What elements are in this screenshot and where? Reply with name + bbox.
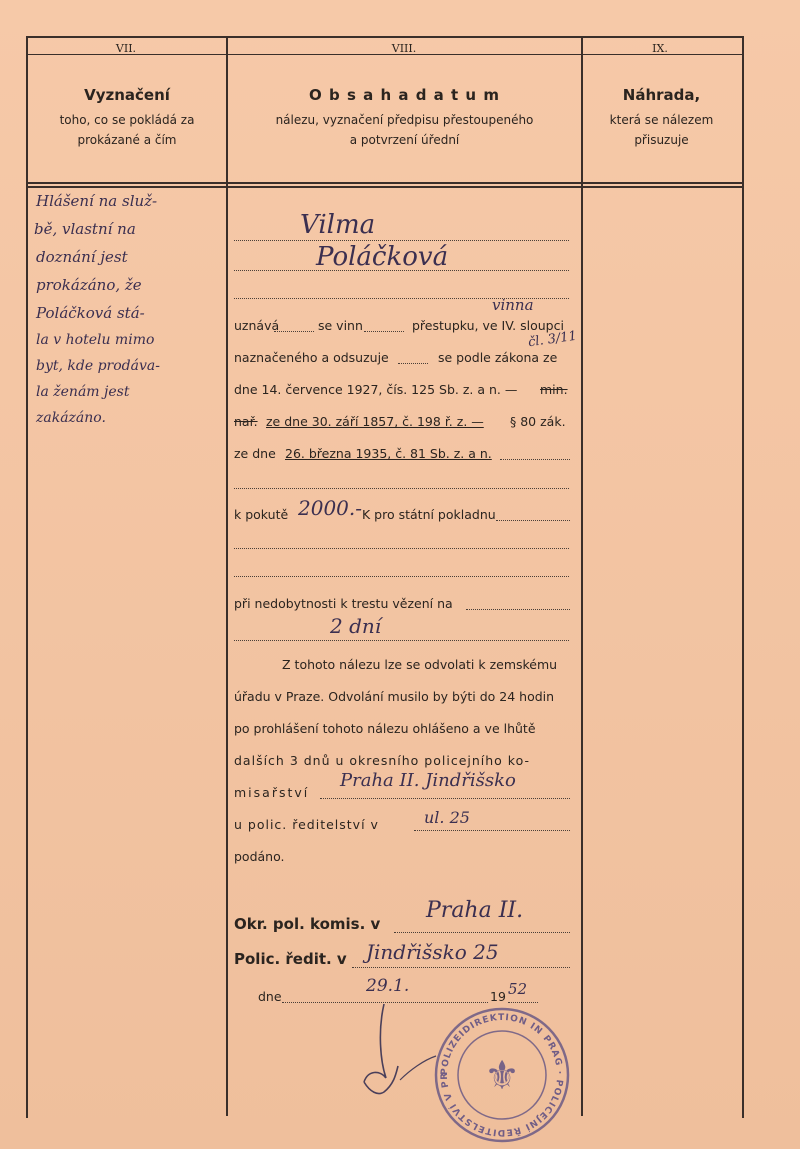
column-title-viii: O b s a h a d a t u m	[309, 86, 500, 104]
appeal-line: dalších 3 dnů u okresního policejního ko-	[234, 753, 530, 768]
evidence-line: Hlášení na služ-	[36, 192, 158, 210]
verdict-dots	[274, 331, 314, 332]
column-sub-vii-1: toho, co se pokládá za	[59, 113, 195, 127]
appeal-line: úřadu v Praze. Odvolání musilo by býti do 24 hodin	[234, 689, 555, 704]
verdict-word: uznává	[234, 318, 280, 333]
evidence-line: bě, vlastní na	[34, 220, 136, 238]
police-stamp	[432, 1005, 572, 1145]
evidence-line: doznání jest	[36, 248, 128, 266]
column-num-viii: VIII.	[391, 42, 417, 55]
surname-dotted-line	[234, 270, 569, 271]
law-line-1-struck: min.	[540, 382, 568, 397]
directorate-dots	[414, 830, 570, 831]
prison-dots	[466, 609, 570, 610]
stamp-ring-text: POLIZEIDIREKTION IN PRAG · POLICEJNÍ ŘEDITELSTVÍ V PR	[439, 1012, 565, 1138]
fine-amount: 2000.-	[298, 496, 363, 520]
date-value: 29.1.	[366, 976, 410, 996]
column-sub-ix-1: která se nálezem	[609, 113, 714, 127]
commissariat-dots	[320, 798, 570, 799]
header-rule	[26, 182, 742, 184]
prison-term: 2 dní	[330, 614, 382, 638]
polic-dots	[352, 967, 570, 968]
appeal-line: po prohlášení tohoto nálezu ohlášeno a ve lhůtě	[234, 721, 536, 736]
appeal-line: misařství	[234, 785, 310, 800]
evidence-line: zakázáno.	[36, 410, 106, 426]
evidence-line: la ženám jest	[36, 384, 130, 400]
column-divider-2	[581, 36, 583, 1116]
polic-place: Jindřišsko 25	[366, 940, 499, 964]
evidence-line: la v hotelu mimo	[36, 332, 155, 348]
appeal-line: podáno.	[234, 849, 285, 864]
first-name: Vilma	[300, 210, 376, 240]
polic-label: Polic. ředit. v	[234, 950, 347, 968]
prison-label: při nedobytnosti k trestu vězení na	[234, 596, 453, 611]
blank-dotted-line-3	[234, 548, 569, 549]
official-signature	[350, 1000, 440, 1110]
column-divider-1	[226, 36, 228, 1116]
year-dots	[508, 1002, 538, 1003]
law-text: se podle zákona ze	[438, 350, 558, 365]
column-sub-viii-1: nálezu, vyznačení předpisu přestoupeného	[275, 113, 534, 127]
header-rule-2	[26, 186, 742, 188]
evidence-line: Poláčková stá-	[36, 304, 145, 322]
law-line-3a: ze dne	[234, 446, 276, 461]
sentence-dots	[398, 363, 428, 364]
okr-label: Okr. pol. komis. v	[234, 915, 381, 933]
year-suffix: 52	[508, 980, 528, 998]
appeal-line: Z tohoto nálezu lze se odvolati k zemskému	[282, 657, 558, 672]
guilty-handwritten: vinna	[492, 296, 534, 314]
column-sub-viii-2: a potvrzení úřední	[349, 133, 460, 147]
blank-dotted-line-4	[234, 576, 569, 577]
offence-text: přestupku, ve IV. sloupci	[412, 318, 564, 333]
evidence-line: byt, kde prodáva-	[36, 358, 160, 374]
prison-dots-2	[234, 640, 569, 641]
name-dotted-line	[234, 240, 569, 241]
column-num-ix: IX.	[652, 42, 668, 55]
commissariat-place: Praha II. Jindřišsko	[340, 770, 516, 791]
law-line-2b: ze dne 30. září 1857, č. 198 ř. z. —	[266, 414, 484, 429]
column-title-ix: Náhrada,	[622, 86, 701, 104]
fine-treasury: K pro státní pokladnu	[362, 507, 496, 522]
column-sub-vii-2: prokázané a čím	[77, 133, 177, 147]
date-label: dne	[258, 989, 282, 1004]
okr-dots	[394, 932, 570, 933]
blank-dotted-line-2	[234, 488, 569, 489]
column-sub-ix-2: přisuzuje	[634, 133, 689, 147]
paragraph-mark: čl. 3/11	[527, 328, 578, 351]
fine-dots	[496, 520, 570, 521]
appeal-line: u polic. ředitelství v	[234, 817, 379, 832]
surname: Poláčková	[316, 242, 449, 272]
year-prefix: 19	[490, 989, 506, 1004]
guilty-dots	[364, 331, 404, 332]
directorate-place: ul. 25	[424, 808, 470, 827]
sentence-text: naznačeného a odsuzuje	[234, 350, 389, 365]
column-title-vii: Vyznačení	[84, 86, 170, 104]
fine-label: k pokutě	[234, 507, 289, 522]
column-num-vii: VII.	[115, 42, 137, 55]
law-line-3-dots	[500, 459, 570, 460]
evidence-line: prokázáno, že	[36, 276, 142, 294]
law-line-3b: 26. března 1935, č. 81 Sb. z. a n.	[285, 446, 492, 461]
okr-place: Praha II.	[426, 898, 524, 923]
law-line-2a: nař.	[234, 414, 258, 429]
guilty-word: se vinn	[318, 318, 363, 333]
lion-emblem-icon: ⚜	[484, 1053, 520, 1099]
law-line-2c: § 80 zák.	[510, 414, 566, 429]
law-line-1: dne 14. července 1927, čís. 125 Sb. z. a n. —	[234, 382, 518, 397]
